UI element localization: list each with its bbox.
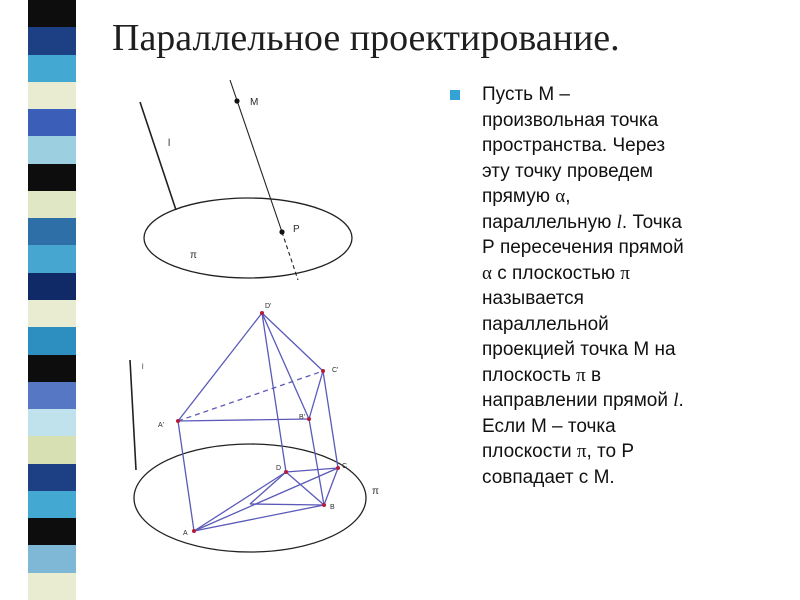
greek-symbol: π — [576, 364, 586, 386]
strip-segment — [28, 327, 76, 355]
vertex-label-b1: B' — [299, 414, 306, 421]
geometry-figure — [80, 70, 420, 590]
point-m-label: M — [250, 97, 259, 108]
vertex-label-b: B — [330, 504, 335, 511]
definition-text-block — [450, 82, 785, 490]
direction-line-l-bottom — [130, 360, 136, 470]
bottom-diagram — [130, 303, 379, 552]
strip-segment — [28, 518, 76, 546]
strip-segment — [28, 0, 76, 28]
strip-segment — [28, 382, 76, 410]
point-p-label: P — [293, 224, 300, 235]
strip-segment — [28, 27, 76, 55]
prism-edges — [178, 313, 338, 531]
strip-segment — [28, 164, 76, 192]
line-label-l-bottom: l — [142, 364, 144, 371]
vertex-label-d: D — [276, 465, 282, 472]
greek-symbol: α — [555, 186, 566, 207]
plane-label-pi-bottom: π — [372, 486, 379, 497]
greek-symbol: α — [482, 262, 492, 284]
strip-segment — [28, 273, 76, 301]
italic-symbol: l — [673, 390, 679, 411]
plane-pi-top — [144, 198, 352, 278]
plane-label-pi-top: π — [190, 250, 197, 261]
paragraph-text: называется параллельной проекцией точка М на плоскость — [482, 288, 676, 386]
strip-segment — [28, 82, 76, 110]
strip-segment — [28, 109, 76, 137]
vertex-label-c1: C' — [332, 367, 339, 374]
paragraph-text: с плоскостью — [491, 262, 621, 284]
greek-symbol: π — [576, 441, 587, 462]
italic-symbol: l — [616, 211, 622, 233]
strip-segment — [28, 436, 76, 464]
top-diagram — [140, 80, 352, 280]
point-m — [234, 98, 239, 103]
strip-segment — [28, 545, 76, 573]
vertex-label-a: A — [183, 530, 188, 537]
prism-vertices — [176, 311, 340, 533]
direction-line-l — [140, 102, 176, 210]
slide-title: Параллельное проектирование. — [112, 17, 620, 59]
vertex-label-d1: D' — [265, 303, 272, 310]
strip-segment — [28, 191, 76, 219]
strip-segment — [28, 55, 76, 83]
paragraph-text: в направлении прямой — [482, 364, 668, 411]
strip-segment — [28, 245, 76, 273]
greek-symbol: π — [620, 262, 630, 284]
decorative-side-strip — [28, 0, 76, 600]
projecting-line-hidden — [282, 232, 298, 280]
vertex-label-c: C — [342, 463, 348, 470]
paragraph-text: , параллельную — [482, 186, 612, 233]
paragraph-text: . Точка Р пересечения прямой — [482, 211, 684, 258]
point-p — [279, 229, 284, 234]
definition-paragraph — [482, 82, 785, 490]
strip-segment — [28, 409, 76, 437]
strip-segment — [28, 218, 76, 246]
paragraph-text: Пусть М – произвольная точка пространства. Через эту точку проведем прямую — [482, 84, 666, 207]
strip-segment — [28, 136, 76, 164]
strip-segment — [28, 491, 76, 519]
strip-segment — [28, 464, 76, 492]
square-bullet-icon — [450, 90, 460, 100]
strip-segment — [28, 573, 76, 600]
vertex-label-a1: A' — [158, 422, 165, 429]
parallel-projection-diagram — [80, 70, 420, 590]
strip-segment — [28, 355, 76, 383]
paragraph-text: , то Р совпадает с М. — [482, 441, 635, 488]
paragraph-text: . Если М – точка плоскости — [482, 390, 684, 462]
plane-pi-bottom — [134, 444, 366, 552]
line-label-l-top: l — [168, 138, 171, 149]
strip-segment — [28, 300, 76, 328]
